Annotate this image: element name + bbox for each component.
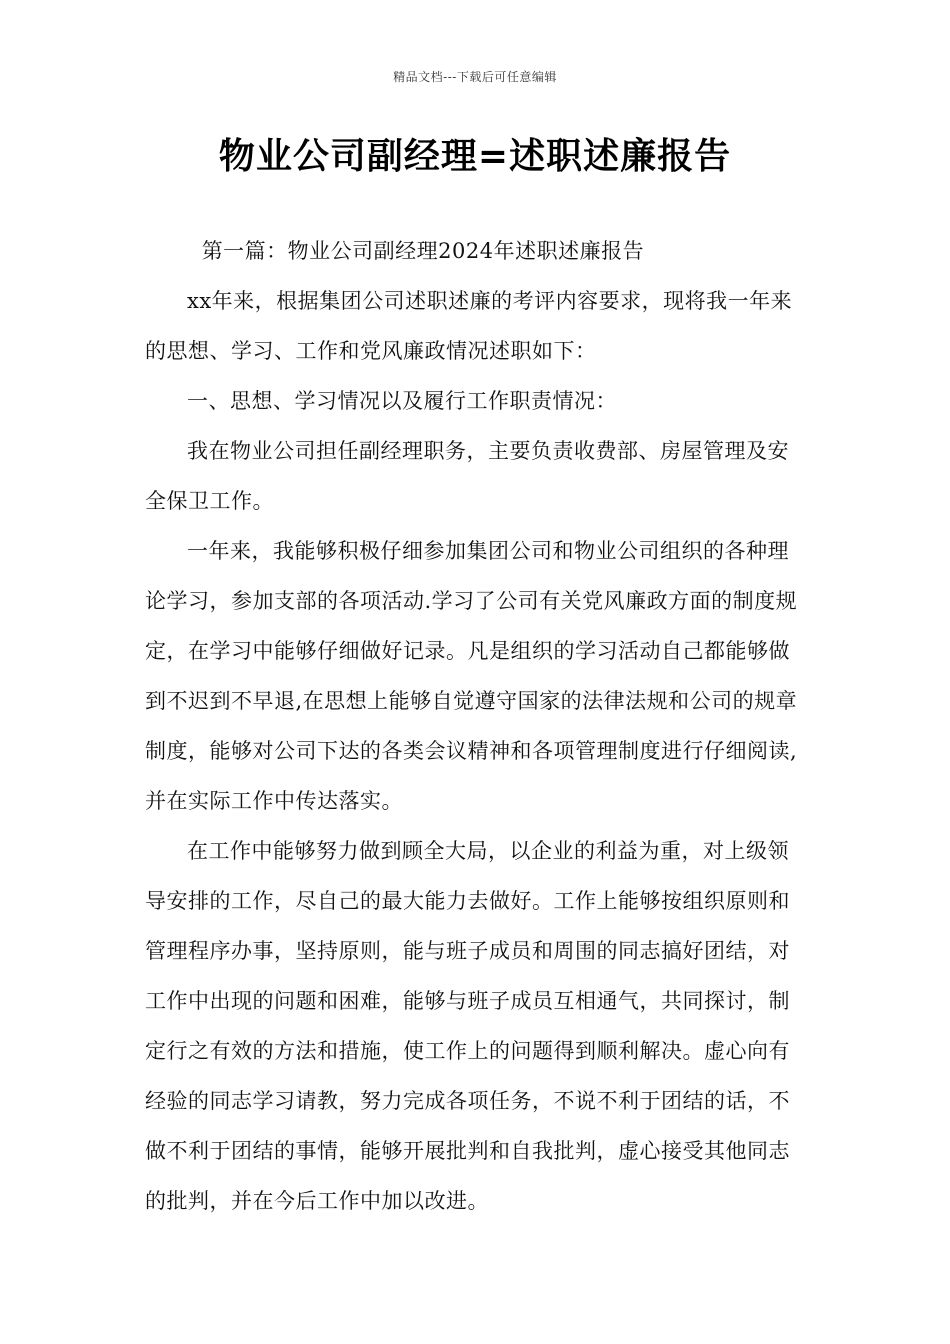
chapter-heading: 第一篇：物业公司副经理2024年述职述廉报告 bbox=[201, 239, 645, 263]
section-heading: 一、思想、学习情况以及履行工作职责情况： bbox=[187, 389, 617, 413]
header-note: 精品文档---下载后可任意编辑 bbox=[393, 70, 557, 84]
body-paragraph: 在工作中能够努力做到顾全大局，以企业的利益为重，对上级领导安排的工作，尽自己的最大能力去做好。工作上能够按组织原则和管理程序办事，坚持原则，能与班子成员和周围的同志搞好团结，对工作中出现的问题和困难，能够与班子成员互相通气，共同探讨，制定行之有效的方法和措施，使工作上的问题得到顺利解决。虚心向有经验的同志学习请教，努力完成各项任务，不说不利于团结的话，不做不利于团结的事情，能够开展批判和自我批判，虚心接受其他同志的批判，并在今后工作中加以改进。 bbox=[145, 839, 790, 1213]
document-body bbox=[145, 226, 810, 1226]
intro-paragraph: xx年来，根据集团公司述职述廉的考评内容要求，现将我一年来的思想、学习、工作和党风廉政情况述职如下： bbox=[145, 289, 793, 363]
body-paragraph: 一年来，我能够积极仔细参加集团公司和物业公司组织的各种理论学习，参加支部的各项活动.学习了公司有关党风廉政方面的制度规定，在学习中能够仔细做好记录。凡是组织的学习活动自己都能够做到不迟到不早退,在思想上能够自觉遵守国家的法律法规和公司的规章制度，能够对公司下达的各类会议精神和各项管理制度进行仔细阅读,并在实际工作中传达落实。 bbox=[145, 539, 798, 813]
body-paragraph: 我在物业公司担任副经理职务，主要负责收费部、房屋管理及安全保卫工作。 bbox=[145, 439, 789, 513]
document-title: 物业公司副经理=述职述廉报告 bbox=[218, 136, 732, 177]
